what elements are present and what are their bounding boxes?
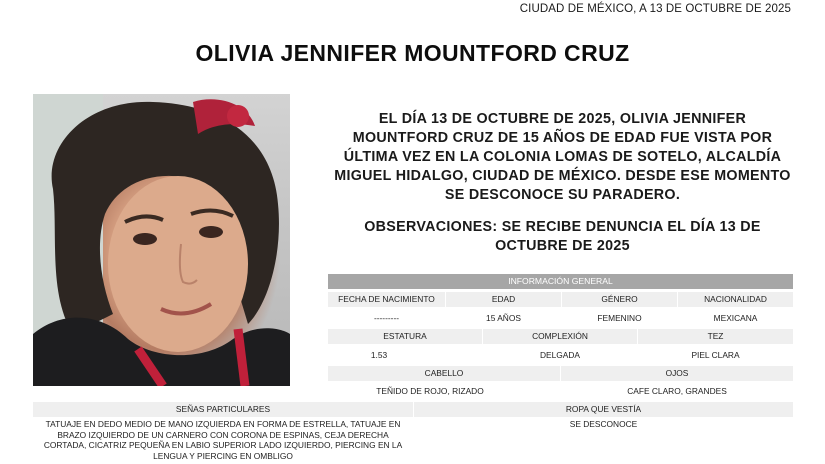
value-nacionalidad: MEXICANA: [713, 313, 758, 323]
info-general-header: INFORMACIÓN GENERAL: [328, 274, 793, 289]
label-cabello: CABELLO: [328, 366, 560, 381]
value-edad: 15 AÑOS: [486, 313, 521, 323]
label-ropa-que-vestia: ROPA QUE VESTÍA: [414, 402, 793, 417]
value-tez: PIEL CLARA: [691, 350, 740, 360]
label-tez: TEZ: [638, 329, 793, 344]
value-fecha-nacimiento: ---------: [373, 313, 400, 323]
value-senas-particulares: TATUAJE EN DEDO MEDIO DE MANO IZQUIERDA EN FORMA DE ESTRELLA, TATUAJE EN BRAZO IZQUIERDO DE UN CARNERO CON CORONA DE ESPINAS, CEJA DERECHA CORTADA, CICATRIZ PEQUEÑA EN LABIO SUPERIOR LADO IZQUIERDO, PIERCING EN LA LENGUA Y PIERCING EN OMBLIGO: [43, 419, 403, 461]
person-photo-illustration: [33, 94, 290, 386]
label-estatura: ESTATURA: [328, 329, 482, 344]
value-complexion: DELGADA: [539, 350, 581, 360]
person-photo: [33, 94, 290, 386]
value-ojos: CAFE CLARO, GRANDES: [627, 386, 727, 396]
label-nacionalidad: NACIONALIDAD: [678, 292, 793, 307]
label-fecha-nacimiento: FECHA DE NACIMIENTO: [328, 292, 445, 307]
value-ropa-que-vestia: SE DESCONOCE: [569, 419, 638, 429]
observaciones-text: OBSERVACIONES: SE RECIBE DENUNCIA EL DÍA 13 DE OCTUBRE DE 2025: [364, 219, 761, 254]
description-paragraph: EL DÍA 13 DE OCTUBRE DE 2025, OLIVIA JENNIFER MOUNTFORD CRUZ DE 15 AÑOS DE EDAD FUE VISTA POR ÚLTIMA VEZ EN LA COLONIA LOMAS DE SOTELO, ALCALDÍA MIGUEL HIDALGO, CIUDAD DE MÉXICO. DESDE ESE MOMENTO SE DESCONOCE SU PARADERO.: [334, 111, 791, 203]
value-estatura: 1.53: [370, 350, 388, 360]
label-edad: EDAD: [446, 292, 561, 307]
value-genero: FEMENINO: [597, 313, 642, 323]
label-senas-particulares: SEÑAS PARTICULARES: [33, 402, 413, 417]
value-cabello: TEÑIDO DE ROJO, RIZADO: [376, 386, 484, 396]
label-genero: GÉNERO: [562, 292, 677, 307]
label-complexion: COMPLEXIÓN: [483, 329, 637, 344]
document-date: CIUDAD DE MÉXICO, A 13 DE OCTUBRE DE 2025: [519, 3, 791, 15]
label-ojos: OJOS: [561, 366, 793, 381]
missing-person-name: OLIVIA JENNIFER MOUNTFORD CRUZ: [195, 40, 630, 66]
